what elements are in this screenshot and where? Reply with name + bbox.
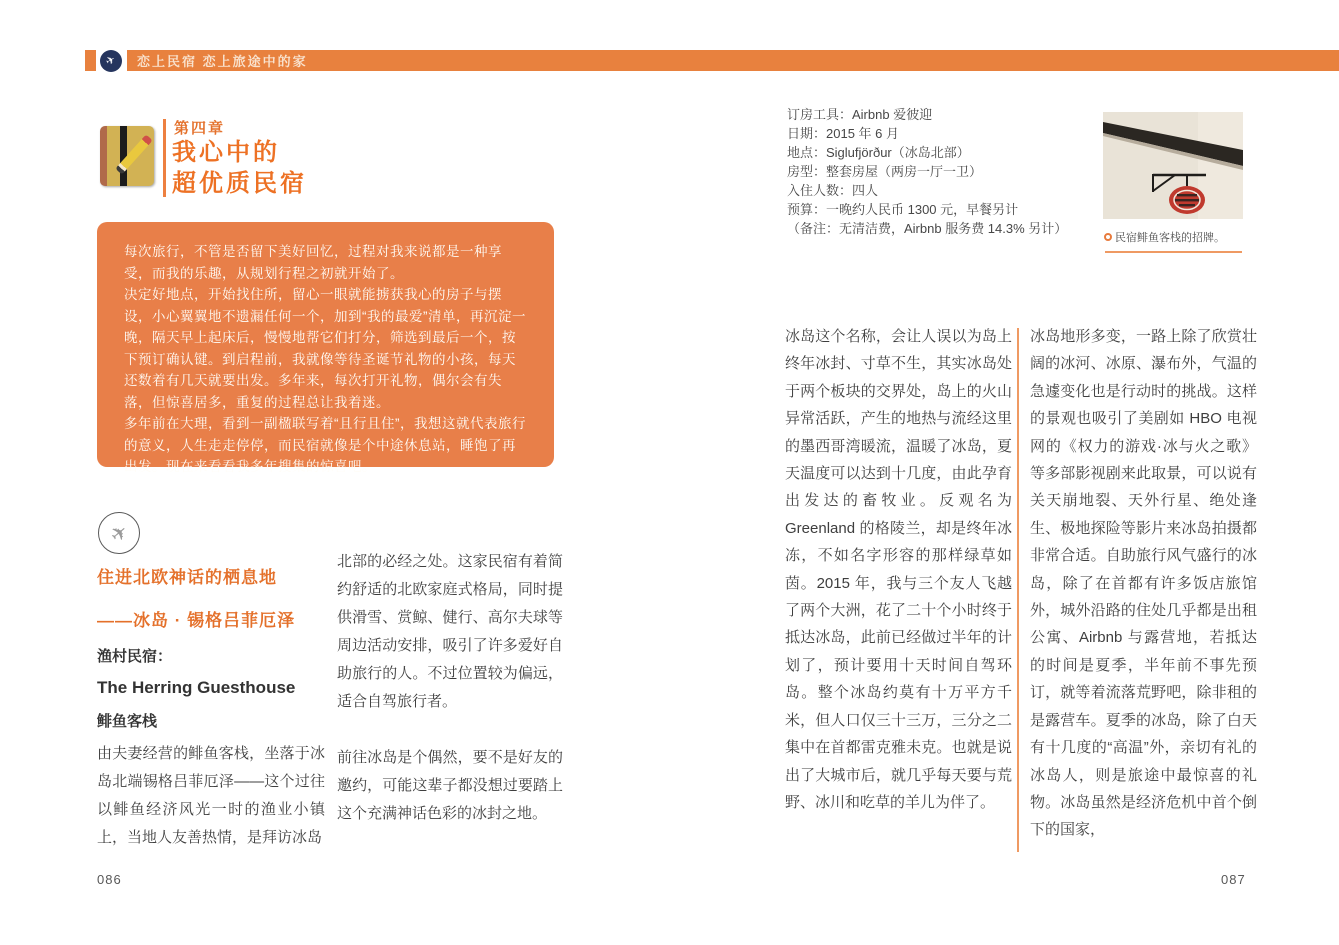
booking-info-block (787, 105, 1092, 238)
chapter-intro-box (97, 222, 554, 474)
section-heading (97, 556, 295, 642)
listing-name-cn: 鲱鱼客栈 (97, 713, 158, 730)
chapter-divider-rule (163, 119, 166, 197)
header-band (85, 50, 1339, 71)
booking-line-room: 房型：整套房屋（两房一厅一卫） (787, 164, 983, 179)
section-heading-line2: ——冰岛 · 锡格吕菲厄泽 (97, 611, 296, 630)
right-column-1: 冰岛这个名称，会让人误以为岛上终年冰封、寸草不生，其实冰岛处于两个板块的交界处，岛上的火山异常活跃，产生的地热与流经这里的墨西哥湾暖流，温暖了冰岛，夏天温度可以达到十几度，由此孕育出发达的畜牧业。反观名为 Greenland 的格陵兰，却是终年冰冻，不如名字形容的那样绿草如茵。2015 年，我与三个友人飞越了两个大洲，花了二十个小时终于抵达冰岛，此前已经做过半年的计划了，预计要用十天时间自驾环岛。整个冰岛约莫有十万平方千米，但人口仅三十三万，三分之二集中在首都雷克雅未克。也就是说出了大城市后，就几乎每天要与荒野、冰川和吃草的羊儿为伴了。 (785, 328, 1012, 811)
chapter-title (172, 137, 307, 199)
header-left-stub (85, 50, 96, 71)
booking-line-date: 日期：2015 年 6 月 (787, 126, 899, 141)
header-bar (127, 50, 1339, 71)
chapter-title-line2: 超优质民宿 (172, 170, 307, 197)
listing-name-en: The Herring Guesthouse (97, 678, 296, 697)
guesthouse-sign-photo (1103, 112, 1243, 219)
airplane-circle-icon: ✈ (98, 512, 140, 554)
column-divider-rule (1017, 328, 1019, 852)
caption-underline (1105, 251, 1242, 253)
right-column-2: 冰岛地形多变，一路上除了欣赏壮阔的冰河、冰原、瀑布外，气温的急遽变化也是行动时的挑战。这样的景观也吸引了美剧如 HBO 电视网的《权力的游戏·冰与火之歌》等多部影视剧来此取景，可以说有关天崩地裂、天外行星、绝处逢生、极地探险等影片来冰岛拍摄都非常合适。自助旅行风气盛行的冰岛，除了在首都有许多饭店旅馆外，城外沿路的住处几乎都是出租公寓、Airbnb 与露营地，若抵达的时间是夏季，半年前不事先预订，就等着流落荒野吧，除非租的是露营车。夏季的冰岛，除了白天有十几度的“高温”外，亲切有礼的冰岛人，则是旅途中最惊喜的礼物。冰岛虽然是经济危机中首个倒下的国家， (1030, 328, 1257, 839)
page-number-left: 086 (97, 872, 122, 887)
intro-paragraph: 每次旅行，不管是否留下美好回忆，过程对我来说都是一种享受，而我的乐趣，从规划行程之初就开始了。 (124, 244, 502, 281)
listing-type-label: 渔村民宿： (97, 648, 173, 665)
left-column-1 (97, 645, 325, 852)
booking-line-tool: 订房工具：Airbnb 爱彼迎 (787, 107, 933, 122)
section-heading-line1: 住进北欧神话的栖息地 (97, 568, 277, 587)
photo-caption (1104, 229, 1244, 245)
chapter-number: 第四章 (174, 120, 226, 137)
chapter-title-line1: 我心中的 (172, 139, 280, 166)
photo-caption-text: 民宿鲱鱼客栈的招牌。 (1115, 232, 1225, 244)
left-column-2 (337, 548, 563, 828)
running-head-title: 恋上民宿 恋上旅途中的家 (137, 54, 308, 69)
booking-line-guests: 入住人数：四人 (787, 183, 879, 198)
intro-paragraph: 多年前在大理，看到一副楹联写着“且行且住”，我想这就代表旅行的意义，人生走走停停，而民宿就像是个中途休息站，睡饱了再出发。现在来看看我多年搜集的惊喜吧。 (124, 416, 526, 474)
page-number-right: 087 (1221, 872, 1246, 887)
booking-line-budget: 预算：一晚约人民币 1300 元，早餐另计 (787, 202, 1019, 217)
listing-body-text: 前往冰岛是个偶然，要不是好友的邀约，可能这辈子都没想过要踏上这个充满神话色彩的冰封之地。 (337, 749, 563, 822)
booking-line-place: 地点：Siglufjörður（冰岛北部） (787, 145, 970, 160)
caption-marker-icon (1104, 233, 1112, 241)
booking-line-note: （备注：无清洁费，Airbnb 服务费 14.3% 另计） (787, 221, 1068, 236)
listing-body-text: 北部的必经之处。这家民宿有着简约舒适的北欧家庭式格局，同时提供滑雪、赏鲸、健行、高尔夫球等周边活动安排，吸引了许多爱好自助旅行的人。不过位置较为偏远，适合自驾旅行者。 (337, 553, 563, 710)
brand-logo-icon: ✈ (100, 50, 122, 72)
listing-body-text: 由夫妻经营的鲱鱼客栈，坐落于冰岛北端锡格吕菲厄泽——这个过往以鲱鱼经济风光一时的渔业小镇上，当地人友善热情，是拜访冰岛 (97, 745, 325, 846)
notebook-pencil-icon (100, 126, 154, 186)
intro-paragraph: 决定好地点，开始找住所，留心一眼就能掳获我心的房子与摆设，小心翼翼地不遗漏任何一个，加到“我的最爱”清单，再沉淀一晚，隔天早上起床后，慢慢地帮它们打分，筛选到最后一个，按下预订确认键。到启程前，我就像等待圣诞节礼物的小孩，每天还数着有几天就要出发。多年来，每次打开礼物，偶尔会有失落，但惊喜居多，重复的过程总让我着迷。 (124, 287, 526, 410)
